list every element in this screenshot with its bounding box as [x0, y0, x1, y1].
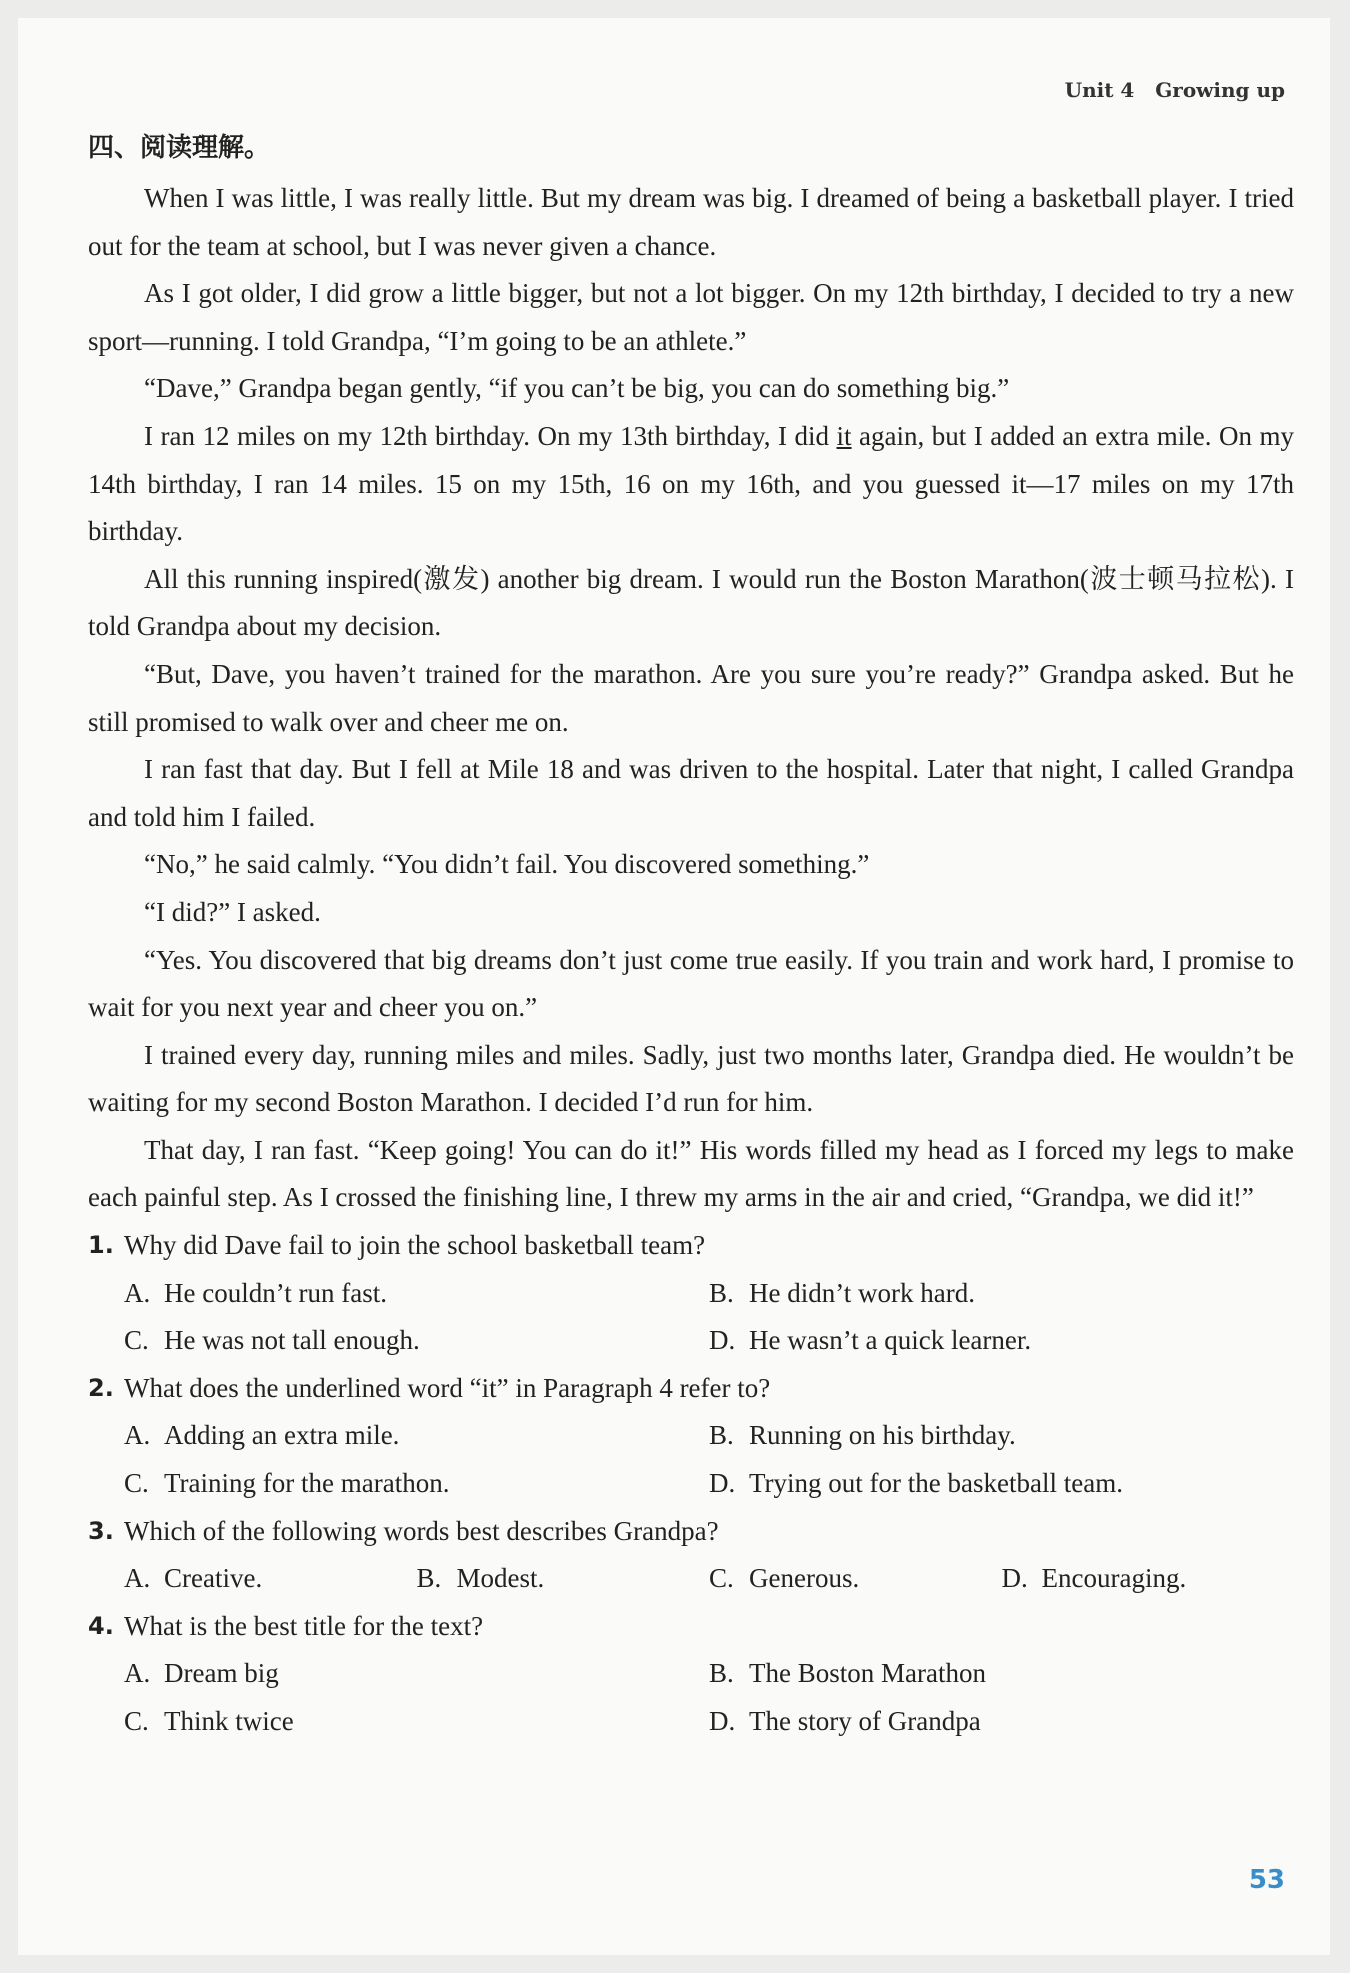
paragraph-2: As I got older, I did grow a little bigger, but not a lot bigger. On my 12th birthday, I decided to try a new sport—running. I told Grandpa, “I’m going to be an athlete.” — [88, 278, 1294, 356]
paragraph-7: I ran fast that day. But I fell at Mile 18 and was driven to the hospital. Later that night, I called Grandpa and told him I failed. — [88, 754, 1294, 832]
paragraph-5: All this running inspired(激发) another big dream. I would run the Boston Marathon(波士顿马拉松). I told Grandpa about my decision. — [88, 563, 1294, 642]
option-a[interactable] — [124, 1555, 417, 1603]
option-c[interactable] — [124, 1698, 709, 1746]
option-text: Running on his birthday. — [749, 1420, 1016, 1451]
option-a[interactable] — [124, 1650, 709, 1698]
option-letter: A. — [124, 1420, 151, 1451]
option-b[interactable] — [709, 1412, 1294, 1460]
question-1-options — [124, 1270, 1294, 1365]
question-4-options — [124, 1650, 1294, 1745]
paragraph-6: “But, Dave, you haven’t trained for the marathon. Are you sure you’re ready?” Grandpa asked. But he still promised to walk over and cheer me on. — [88, 658, 1294, 737]
option-letter: D. — [1001, 1563, 1028, 1594]
question-number: 4. — [88, 1611, 114, 1640]
option-text: Trying out for the basketball team. — [749, 1468, 1123, 1499]
paragraph-12: That day, I ran fast. “Keep going! You can do it!” His words filled my head as I forced my legs to make each painful step. As I crossed the finishing line, I threw my arms in the air and cried, “Grandpa, we did it!” — [88, 1134, 1294, 1213]
question-text: Which of the following words best describes Grandpa? — [124, 1515, 719, 1546]
reading-section — [88, 130, 1294, 1746]
option-letter: A. — [124, 1658, 151, 1689]
option-text: Encouraging. — [1041, 1563, 1187, 1594]
question-text: What is the best title for the text? — [124, 1610, 484, 1641]
option-b[interactable] — [709, 1270, 1294, 1318]
question-4 — [88, 1603, 1294, 1651]
option-c[interactable] — [124, 1460, 709, 1508]
option-c[interactable] — [709, 1555, 1002, 1603]
option-letter: B. — [709, 1420, 734, 1451]
option-text: The story of Grandpa — [749, 1706, 981, 1736]
paragraph-4 — [88, 413, 1294, 556]
option-d[interactable] — [1002, 1555, 1295, 1603]
option-letter: C. — [124, 1706, 149, 1736]
option-letter: D. — [709, 1468, 736, 1499]
option-text: Creative. — [164, 1563, 263, 1594]
paragraph-3: “Dave,” Grandpa began gently, “if you can’t be big, you can do something big.” — [144, 373, 1010, 404]
option-letter: A. — [124, 1563, 151, 1594]
option-a[interactable] — [124, 1412, 709, 1460]
option-letter: C. — [709, 1563, 734, 1594]
paragraph-4-end: again, but I added an extra mile. On my 14th birthday, I ran 14 miles. 15 on my 15th, 16 on my 16th, and you guessed it—17 miles on my 17th birthday. — [88, 420, 1294, 547]
option-text: Training for the marathon. — [164, 1468, 450, 1499]
option-a[interactable] — [124, 1270, 709, 1318]
option-letter: B. — [709, 1277, 734, 1308]
question-text: Why did Dave fail to join the school basketball team? — [124, 1230, 706, 1261]
option-text: Generous. — [749, 1563, 860, 1594]
paragraph-4-start: I ran 12 miles on my 12th birthday. On my 13th birthday, I did — [144, 420, 837, 451]
option-text: Modest. — [456, 1563, 545, 1594]
option-text: He was not tall enough. — [164, 1325, 420, 1356]
option-letter: B. — [709, 1658, 734, 1689]
option-text: He wasn’t a quick learner. — [749, 1325, 1032, 1356]
question-2-options — [124, 1412, 1294, 1507]
underlined-word-it: it — [836, 420, 852, 451]
option-letter: C. — [124, 1468, 149, 1499]
question-3 — [88, 1508, 1294, 1556]
question-number: 2. — [88, 1373, 114, 1402]
option-d[interactable] — [709, 1698, 1294, 1746]
paragraph-10: “Yes. You discovered that big dreams don’t just come true easily. If you train and work hard, I promise to wait for you next year and cheer you on.” — [88, 944, 1294, 1023]
option-letter: C. — [124, 1325, 149, 1356]
paragraph-8: “No,” he said calmly. “You didn’t fail. You discovered something.” — [144, 849, 870, 880]
option-text: He didn’t work hard. — [749, 1277, 975, 1308]
paragraph-11: I trained every day, running miles and miles. Sadly, just two months later, Grandpa died. He wouldn’t be waiting for my second Boston Marathon. I decided I’d run for him. — [88, 1039, 1294, 1118]
option-letter: B. — [416, 1563, 442, 1594]
running-head: Unit 4 Growing up — [1064, 78, 1285, 102]
option-b[interactable] — [417, 1555, 710, 1603]
option-text: Dream big — [164, 1658, 279, 1689]
option-text: The Boston Marathon — [749, 1658, 986, 1689]
question-3-options — [124, 1555, 1294, 1603]
option-letter: D. — [709, 1325, 736, 1356]
question-number: 1. — [88, 1231, 114, 1260]
option-text: He couldn’t run fast. — [164, 1277, 387, 1308]
workbook-page — [18, 18, 1330, 1955]
option-c[interactable] — [124, 1317, 709, 1365]
option-letter: D. — [709, 1706, 736, 1736]
section-title: 四、阅读理解。 — [88, 133, 271, 163]
page-number: 53 — [1248, 1865, 1285, 1895]
option-d[interactable] — [709, 1460, 1294, 1508]
option-d[interactable] — [709, 1317, 1294, 1365]
paragraph-1: When I was little, I was really little. But my dream was big. I dreamed of being a basketball player. I tried out for the team at school, but I was never given a chance. — [88, 183, 1294, 261]
option-b[interactable] — [709, 1650, 1294, 1698]
question-text: What does the underlined word “it” in Paragraph 4 refer to? — [124, 1372, 771, 1403]
paragraph-9: “I did?” I asked. — [144, 896, 321, 927]
question-1 — [88, 1222, 1294, 1270]
question-number: 3. — [88, 1516, 114, 1545]
option-letter: A. — [124, 1277, 151, 1308]
option-text: Adding an extra mile. — [164, 1420, 400, 1451]
question-2 — [88, 1365, 1294, 1413]
option-text: Think twice — [164, 1706, 294, 1736]
